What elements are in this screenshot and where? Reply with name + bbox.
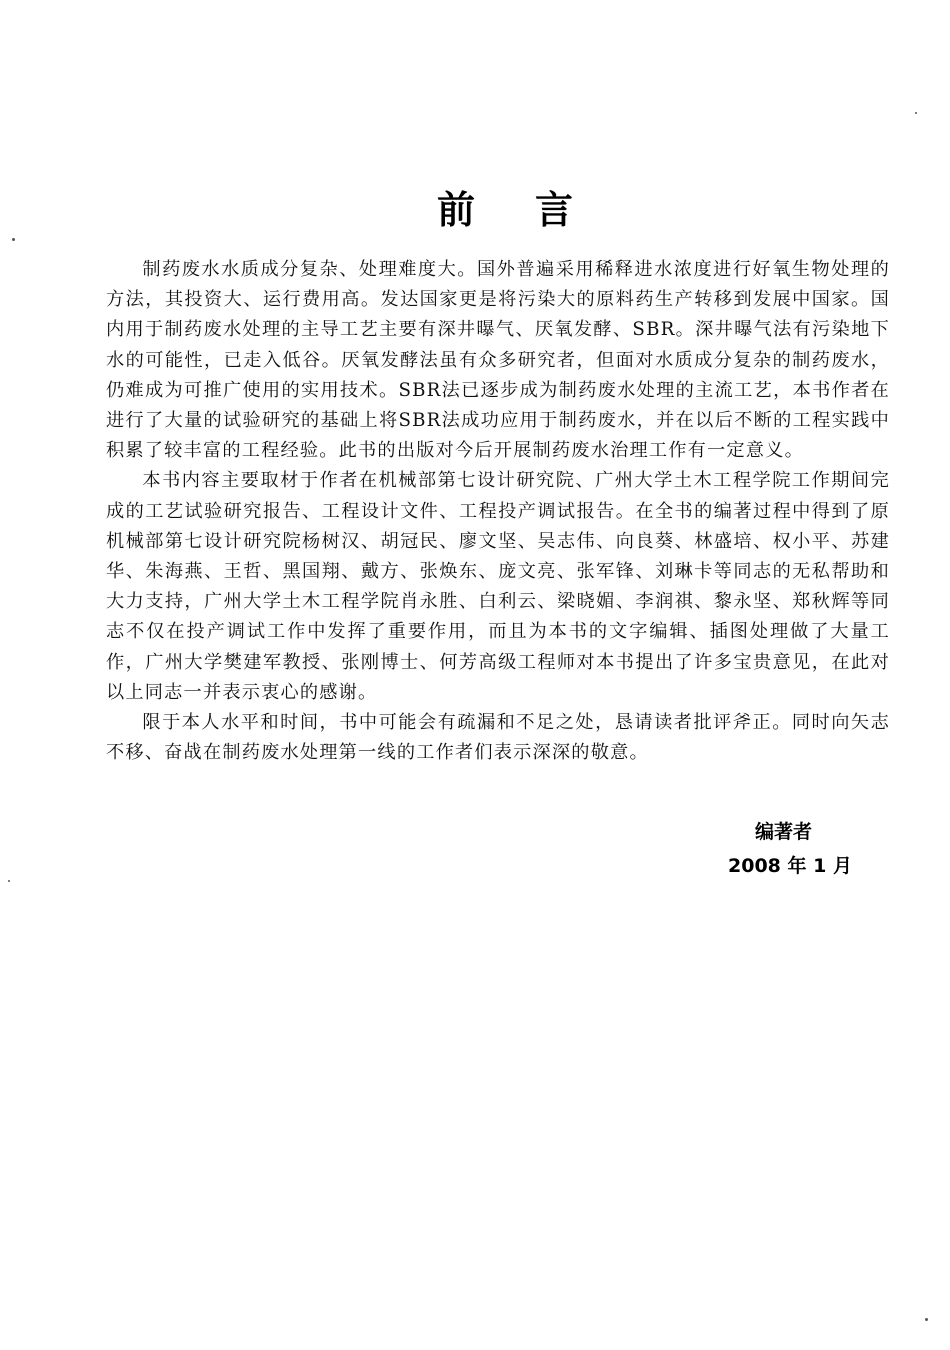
scan-speck (8, 880, 10, 882)
paragraph-3: 限于本人水平和时间，书中可能会有疏漏和不足之处，恳请读者批评斧正。同时向矢志不移、奋战在制药废水处理第一线的工作者们表示深深的敬意。 (106, 712, 890, 764)
paragraph-2: 本书内容主要取材于作者在机械部第七设计研究院、广州大学土木工程学院工作期间完成的工艺试验研究报告、工程设计文件、工程投产调试报告。在全书的编著过程中得到了原机械部第七设计研究院杨树汉、胡冠民、廖文坚、吴志伟、向良葵、林盛培、权小平、苏建华、朱海燕、王哲、黑国翔、戴方、张焕东、庞文亮、张军锋、刘琳卡等同志的无私帮助和大力支持，广州大学土木工程学院肖永胜、白利云、梁晓媚、李润祺、黎永坚、郑秋辉等同志不仅在投产调试工作中发挥了重要作用，而且为本书的文字编辑、插图处理做了大量工作，广州大学樊建军教授、张刚博士、何芳高级工程师对本书提出了许多宝贵意见，在此对以上同志一并表示衷心的感谢。 (106, 470, 890, 703)
signature-block (700, 815, 880, 883)
scan-speck (12, 238, 15, 241)
scan-speck (915, 112, 917, 114)
preface-body (106, 255, 890, 768)
author-label: 编著者 (755, 821, 813, 843)
date-label: 2008 年 1 月 (728, 855, 852, 877)
scan-speck (925, 1318, 928, 1321)
page-title: 前言 (436, 188, 633, 232)
paragraph-1: 制药废水水质成分复杂、处理难度大。国外普遍采用稀释进水浓度进行好氧生物处理的方法，其投资大、运行费用高。发达国家更是将污染大的原料药生产转移到发展中国家。国内用于制药废水处理的主导工艺主要有深井曝气、厌氧发酵、SBR。深井曝气法有污染地下水的可能性，已走入低谷。厌氧发酵法虽有众多研究者，但面对水质成分复杂的制药废水，仍难成为可推广使用的实用技术。SBR法已逐步成为制药废水处理的主流工艺，本书作者在进行了大量的试验研究的基础上将SBR法成功应用于制药废水，并在以后不断的工程实践中积累了较丰富的工程经验。此书的出版对今后开展制药废水治理工作有一定意义。 (106, 259, 890, 462)
